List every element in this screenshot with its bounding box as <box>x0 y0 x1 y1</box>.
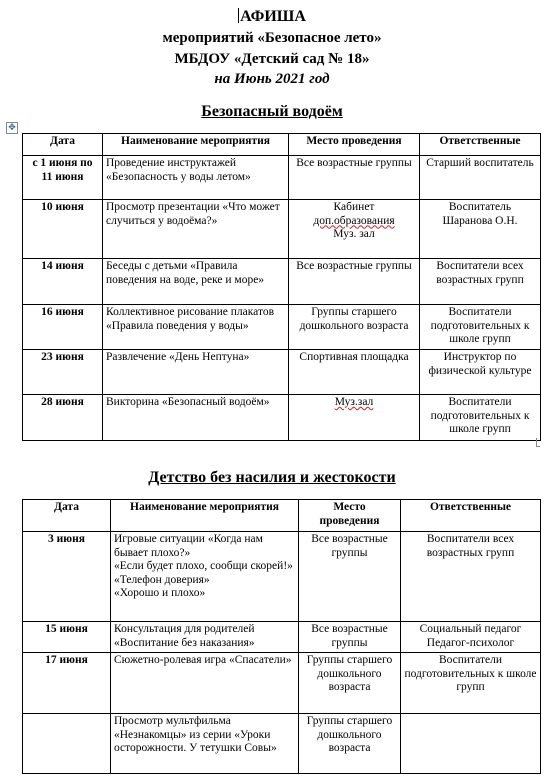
row-end-mark <box>536 438 540 447</box>
cell-event: Сюжетно-ролевая игра «Спасатели» <box>111 653 299 714</box>
cell-date: 16 июня <box>23 305 103 350</box>
cell-date: 3 июня <box>23 532 111 622</box>
cell-event: Коллективное рисование плакатов «Правила поведения у воды» <box>103 305 289 350</box>
col-header-place: Место проведения <box>289 134 420 156</box>
cell-event: Просмотр мультфильма «Незнакомцы» из серии «Уроки осторожности. У тетушки Совы» <box>111 714 299 774</box>
col-header-place: Место проведения <box>299 500 401 532</box>
cell-resp: Воспитатель Шаранова О.Н. <box>420 200 541 259</box>
section-title-water: Безопасный водоём <box>201 103 343 120</box>
cell-date: 10 июня <box>23 200 103 259</box>
table-row <box>23 532 541 622</box>
col-header-event: Наименование мероприятия <box>103 134 289 156</box>
cell-place: Группы старшего дошкольного возраста <box>299 714 401 774</box>
table-row <box>23 200 541 259</box>
cell-event: Игровые ситуации «Когда нам бывает плохо?» «Если будет плохо, сообщи скорей!» «Телефон доверия» «Хорошо и плохо» <box>111 532 299 622</box>
cell-resp: Воспитатели всех возрастных групп <box>401 532 541 622</box>
cell-date: 28 июня <box>23 395 103 441</box>
table-row <box>23 653 541 714</box>
col-header-resp: Ответственные <box>401 500 541 532</box>
cell-event: Консультация для родителей «Воспитание без наказания» <box>111 622 299 653</box>
poster-title: АФИША <box>240 8 306 25</box>
cell-resp: Воспитатели всех возрастных групп <box>420 259 541 305</box>
poster-subtitle: мероприятий «Безопасное лето» <box>162 30 382 46</box>
cell-resp: Воспитатели подготовительных к школе групп <box>420 305 541 350</box>
cell-place: Кабинет доп.образования Муз. зал <box>289 200 420 259</box>
cell-event: Просмотр презентации «Что может случиться у водоёма?» <box>103 200 289 259</box>
cell-place: Все возрастные группы <box>289 156 420 200</box>
table-header-row <box>23 500 541 532</box>
table-water-safety <box>22 133 541 441</box>
cell-date: с 1 июня по 11 июня <box>23 156 103 200</box>
cell-place: Все возрастные группы <box>289 259 420 305</box>
col-header-resp: Ответственные <box>420 134 541 156</box>
cell-place: Все возрастные группы <box>299 622 401 653</box>
cell-date: 23 июня <box>23 350 103 395</box>
cell-place: Спортивная площадка <box>289 350 420 395</box>
cell-event: Викторина «Безопасный водоём» <box>103 395 289 441</box>
table-row <box>23 259 541 305</box>
cell-resp: Воспитатели подготовительных к школе групп <box>420 395 541 441</box>
text-cursor <box>238 8 239 23</box>
cell-date: 14 июня <box>23 259 103 305</box>
col-header-event: Наименование мероприятия <box>111 500 299 532</box>
cell-place: Муз.зал <box>289 395 420 441</box>
col-header-date: Дата <box>23 134 103 156</box>
table-row <box>23 622 541 653</box>
table-no-violence <box>22 499 541 774</box>
cell-resp: Старший воспитатель <box>420 156 541 200</box>
cell-place: Группы старшего дошкольного возраста <box>289 305 420 350</box>
cell-event: Развлечение «День Нептуна» <box>103 350 289 395</box>
table-row <box>23 714 541 774</box>
table-row <box>23 156 541 200</box>
cell-resp: Инструктор по физической культуре <box>420 350 541 395</box>
section-title-violence: Детство без насилия и жестокости <box>148 469 396 486</box>
table-row <box>23 350 541 395</box>
cell-place: Все возрастные группы <box>299 532 401 622</box>
cell-event: Проведение инструктажей «Безопасность у воды летом» <box>103 156 289 200</box>
cell-resp: Социальный педагог Педагог-психолог <box>401 622 541 653</box>
institution-name: МБДОУ «Детский сад № 18» <box>174 51 370 67</box>
table-row <box>23 395 541 441</box>
table-row <box>23 305 541 350</box>
cell-resp: Воспитатели подготовительных к школе групп <box>401 653 541 714</box>
cell-date <box>23 714 111 774</box>
cell-resp <box>401 714 541 774</box>
period: на Июнь 2021 год <box>214 71 330 87</box>
col-header-date: Дата <box>23 500 111 532</box>
table-header-row <box>23 134 541 156</box>
cell-date: 17 июня <box>23 653 111 714</box>
cell-date: 15 июня <box>23 622 111 653</box>
cell-event: Беседы с детьми «Правила поведения на воде, реке и море» <box>103 259 289 305</box>
cell-place: Группы старшего дошкольного возраста <box>299 653 401 714</box>
table-move-handle-icon[interactable]: ✥ <box>6 122 18 134</box>
